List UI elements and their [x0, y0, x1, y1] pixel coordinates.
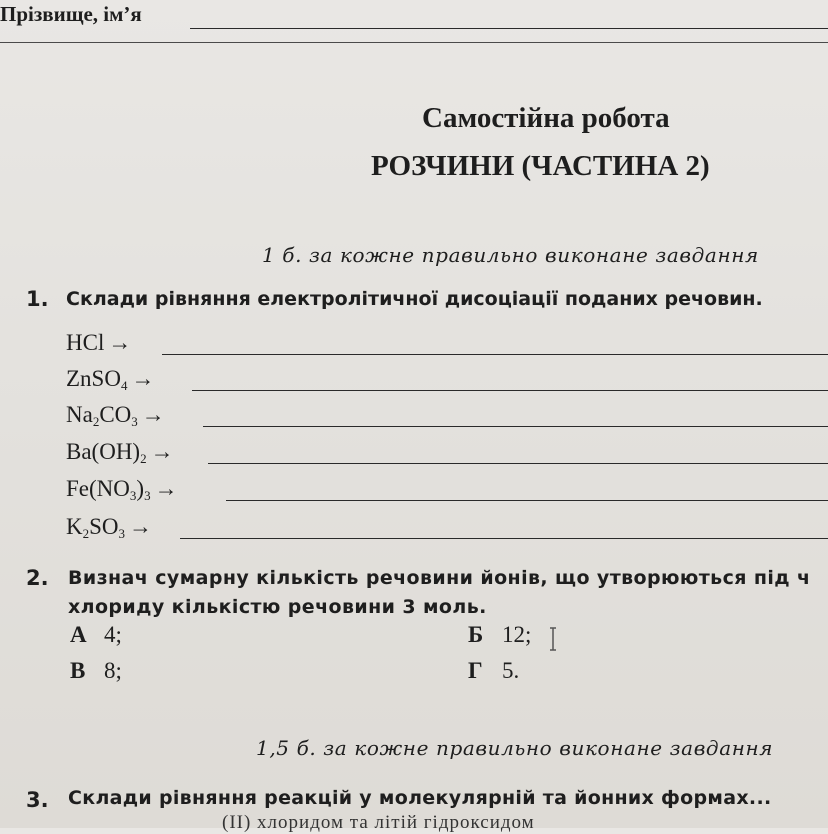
arrow-icon: → [108, 330, 132, 355]
answer-line-5[interactable] [226, 500, 828, 501]
option-g[interactable] [468, 658, 519, 684]
points-note-2: 1,5 б. за кожне правильно виконане завдання [256, 736, 774, 760]
points-note-1: 1 б. за кожне правильно виконане завдання [262, 243, 759, 267]
name-answer-line[interactable] [190, 28, 828, 29]
task-3-number: 3. [26, 788, 49, 812]
formula-part: ZnSO [66, 366, 121, 391]
name-label: Прізвище, ім’я [0, 2, 142, 26]
task-1-text: Склади рівняння електролітичної дисоціації поданих речовин. [66, 288, 763, 310]
formula-part: Ba(OH) [66, 439, 141, 464]
option-b-value: 12; [502, 622, 532, 647]
formula-2 [66, 366, 154, 394]
formula-subscript: 3 [118, 526, 126, 541]
arrow-icon: → [150, 439, 174, 464]
formula-part: ) [136, 476, 145, 501]
formula-part: HCl [66, 330, 105, 355]
option-v-letter: В [70, 658, 86, 683]
answer-line-6[interactable] [180, 538, 828, 539]
option-a-value: 4; [104, 622, 122, 647]
task-1-number: 1. [26, 287, 49, 311]
formula-part: CO [99, 402, 132, 427]
formula-subscript: 3 [131, 414, 138, 429]
option-v[interactable] [70, 658, 122, 684]
arrow-icon: → [131, 366, 155, 391]
answer-line-4[interactable] [208, 463, 828, 464]
task-3-partial-line: (II) хлоридом та літій гідроксидом [222, 812, 535, 833]
formula-6 [66, 514, 152, 542]
formula-part: SO [89, 514, 119, 539]
formula-subscript: 2 [140, 451, 147, 466]
task-2-number: 2. [26, 566, 49, 590]
worksheet-subtitle: РОЗЧИНИ (ЧАСТИНА 2) [371, 150, 710, 182]
answer-line-1[interactable] [162, 354, 828, 355]
formula-part: Na [66, 402, 93, 427]
option-v-value: 8; [104, 658, 122, 683]
text-cursor-icon [548, 627, 558, 651]
formula-part: Fe(NO [66, 476, 130, 501]
task-3-text: Склади рівняння реакцій у молекулярній та йонних формах... [68, 787, 772, 809]
option-a-letter: А [70, 622, 87, 647]
formula-subscript: 3 [144, 488, 151, 503]
formula-5 [66, 476, 178, 504]
arrow-icon: → [141, 402, 165, 427]
task-2-text-line1: Визнач сумарну кількість речовини йонів, що утворюються під ч [68, 567, 811, 589]
formula-subscript: 2 [92, 414, 100, 429]
option-g-letter: Г [468, 658, 483, 683]
formula-part: K [66, 514, 83, 539]
formula-subscript: 2 [82, 526, 90, 541]
formula-subscript: 4 [120, 378, 128, 393]
task-2-text-line2: хлориду кількістю речовини 3 моль. [68, 596, 487, 618]
worksheet-title: Самостійна робота [422, 102, 670, 134]
formula-1 [66, 330, 131, 356]
formula-3 [66, 402, 165, 430]
option-b[interactable] [468, 622, 531, 648]
formula-subscript: 3 [129, 488, 137, 503]
option-a[interactable] [70, 622, 122, 648]
arrow-icon: → [154, 476, 178, 501]
option-g-value: 5. [502, 658, 520, 683]
answer-line-2[interactable] [192, 390, 828, 391]
arrow-icon: → [129, 514, 153, 539]
header-divider [0, 42, 828, 43]
answer-line-3[interactable] [203, 426, 828, 427]
option-b-letter: Б [468, 622, 484, 647]
formula-4 [66, 439, 174, 467]
